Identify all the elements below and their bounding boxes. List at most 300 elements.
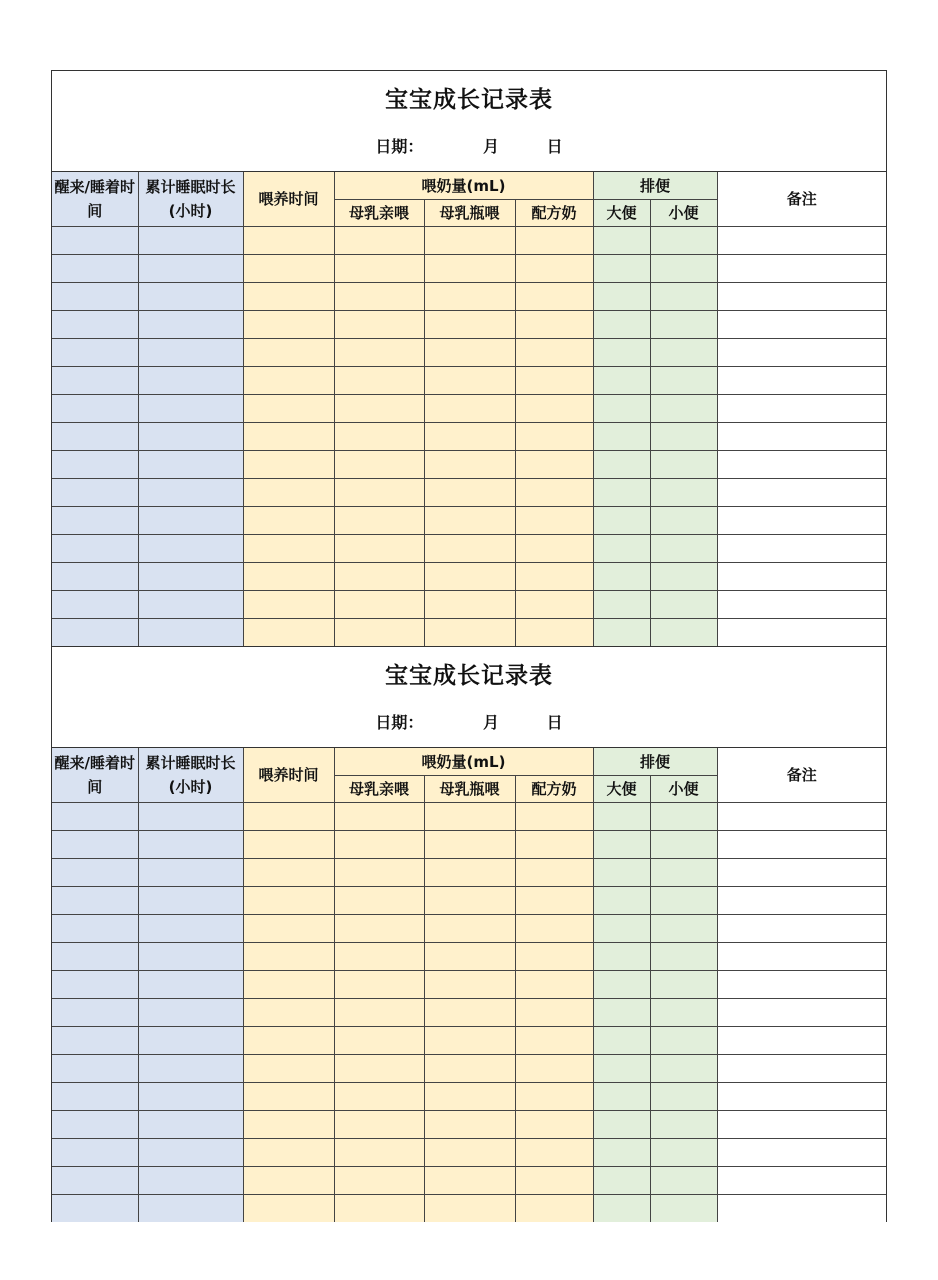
urine-cell[interactable]	[650, 227, 717, 255]
bottle-breast-cell[interactable]	[424, 1083, 515, 1111]
breastfeed-cell[interactable]	[334, 1083, 424, 1111]
stool-cell[interactable]	[593, 999, 650, 1027]
stool-cell[interactable]	[593, 451, 650, 479]
feed-time-cell[interactable]	[243, 451, 334, 479]
notes-cell[interactable]	[717, 999, 886, 1027]
formula-cell[interactable]	[515, 999, 593, 1027]
breastfeed-cell[interactable]	[334, 227, 424, 255]
breastfeed-cell[interactable]	[334, 339, 424, 367]
notes-cell[interactable]	[717, 859, 886, 887]
formula-cell[interactable]	[515, 395, 593, 423]
urine-cell[interactable]	[650, 943, 717, 971]
breastfeed-cell[interactable]	[334, 535, 424, 563]
feed-time-cell[interactable]	[243, 395, 334, 423]
urine-cell[interactable]	[650, 831, 717, 859]
notes-cell[interactable]	[717, 1167, 886, 1195]
urine-cell[interactable]	[650, 479, 717, 507]
urine-cell[interactable]	[650, 423, 717, 451]
header-formula: 配方奶	[515, 200, 593, 227]
title-block	[52, 647, 886, 748]
wake-sleep-cell[interactable]	[52, 227, 138, 255]
urine-cell[interactable]	[650, 563, 717, 591]
stool-cell[interactable]	[593, 1167, 650, 1195]
sleep-total-cell[interactable]	[138, 479, 243, 507]
notes-cell[interactable]	[717, 1055, 886, 1083]
stool-cell[interactable]	[593, 803, 650, 831]
urine-cell[interactable]	[650, 451, 717, 479]
header-wake-sleep: 醒来/睡着时间	[52, 172, 138, 227]
urine-cell[interactable]	[650, 395, 717, 423]
stool-cell[interactable]	[593, 1083, 650, 1111]
notes-cell[interactable]	[717, 479, 886, 507]
bottle-breast-cell[interactable]	[424, 395, 515, 423]
bottle-breast-cell[interactable]	[424, 1167, 515, 1195]
formula-cell[interactable]	[515, 1055, 593, 1083]
wake-sleep-cell[interactable]	[52, 451, 138, 479]
urine-cell[interactable]	[650, 1055, 717, 1083]
breastfeed-cell[interactable]	[334, 451, 424, 479]
bottle-breast-cell[interactable]	[424, 255, 515, 283]
stool-cell[interactable]	[593, 423, 650, 451]
stool-cell[interactable]	[593, 831, 650, 859]
formula-cell[interactable]	[515, 1167, 593, 1195]
notes-cell[interactable]	[717, 227, 886, 255]
formula-cell[interactable]	[515, 943, 593, 971]
stool-cell[interactable]	[593, 619, 650, 647]
breastfeed-cell[interactable]	[334, 507, 424, 535]
breastfeed-cell[interactable]	[334, 971, 424, 999]
breastfeed-cell[interactable]	[334, 1055, 424, 1083]
feed-time-cell[interactable]	[243, 311, 334, 339]
notes-cell[interactable]	[717, 971, 886, 999]
table-row	[52, 367, 886, 395]
sleep-total-cell[interactable]	[138, 563, 243, 591]
wake-sleep-cell[interactable]	[52, 971, 138, 999]
header-sleep-total: 累计睡眠时长(小时)	[138, 172, 243, 227]
stool-cell[interactable]	[593, 311, 650, 339]
bottle-breast-cell[interactable]	[424, 1195, 515, 1223]
sleep-total-cell[interactable]	[138, 1055, 243, 1083]
wake-sleep-cell[interactable]	[52, 255, 138, 283]
sheet-title: 宝宝成长记录表	[385, 663, 553, 689]
feed-time-cell[interactable]	[243, 831, 334, 859]
bottle-breast-cell[interactable]	[424, 479, 515, 507]
urine-cell[interactable]	[650, 591, 717, 619]
table-row	[52, 423, 886, 451]
notes-cell[interactable]	[717, 451, 886, 479]
feed-time-cell[interactable]	[243, 971, 334, 999]
sleep-total-cell[interactable]	[138, 803, 243, 831]
wake-sleep-cell[interactable]	[52, 1055, 138, 1083]
formula-cell[interactable]	[515, 1027, 593, 1055]
bottle-breast-cell[interactable]	[424, 311, 515, 339]
urine-cell[interactable]	[650, 1167, 717, 1195]
breastfeed-cell[interactable]	[334, 479, 424, 507]
notes-cell[interactable]	[717, 507, 886, 535]
notes-cell[interactable]	[717, 1111, 886, 1139]
feed-time-cell[interactable]	[243, 1167, 334, 1195]
formula-cell[interactable]	[515, 619, 593, 647]
table-row	[52, 1055, 886, 1083]
notes-cell[interactable]	[717, 423, 886, 451]
stool-cell[interactable]	[593, 1139, 650, 1167]
stool-cell[interactable]	[593, 1111, 650, 1139]
urine-cell[interactable]	[650, 535, 717, 563]
bottle-breast-cell[interactable]	[424, 367, 515, 395]
table-row	[52, 535, 886, 563]
wake-sleep-cell[interactable]	[52, 619, 138, 647]
feed-time-cell[interactable]	[243, 803, 334, 831]
breastfeed-cell[interactable]	[334, 943, 424, 971]
bottle-breast-cell[interactable]	[424, 1055, 515, 1083]
wake-sleep-cell[interactable]	[52, 563, 138, 591]
bottle-breast-cell[interactable]	[424, 1027, 515, 1055]
wake-sleep-cell[interactable]	[52, 803, 138, 831]
breastfeed-cell[interactable]	[334, 423, 424, 451]
feed-time-cell[interactable]	[243, 915, 334, 943]
formula-cell[interactable]	[515, 1139, 593, 1167]
formula-cell[interactable]	[515, 1111, 593, 1139]
urine-cell[interactable]	[650, 1139, 717, 1167]
urine-cell[interactable]	[650, 619, 717, 647]
notes-cell[interactable]	[717, 831, 886, 859]
wake-sleep-cell[interactable]	[52, 591, 138, 619]
feed-time-cell[interactable]	[243, 1083, 334, 1111]
sleep-total-cell[interactable]	[138, 255, 243, 283]
notes-cell[interactable]	[717, 563, 886, 591]
sleep-total-cell[interactable]	[138, 1195, 243, 1223]
stool-cell[interactable]	[593, 507, 650, 535]
feed-time-cell[interactable]	[243, 227, 334, 255]
table-row	[52, 1195, 886, 1223]
notes-cell[interactable]	[717, 339, 886, 367]
sleep-total-cell[interactable]	[138, 311, 243, 339]
notes-cell[interactable]	[717, 283, 886, 311]
stool-cell[interactable]	[593, 479, 650, 507]
wake-sleep-cell[interactable]	[52, 1167, 138, 1195]
breastfeed-cell[interactable]	[334, 619, 424, 647]
urine-cell[interactable]	[650, 367, 717, 395]
bottle-breast-cell[interactable]	[424, 943, 515, 971]
bottle-breast-cell[interactable]	[424, 535, 515, 563]
breastfeed-cell[interactable]	[334, 311, 424, 339]
stool-cell[interactable]	[593, 535, 650, 563]
sleep-total-cell[interactable]	[138, 591, 243, 619]
wake-sleep-cell[interactable]	[52, 1195, 138, 1223]
bottle-breast-cell[interactable]	[424, 339, 515, 367]
table-row	[52, 1139, 886, 1167]
urine-cell[interactable]	[650, 311, 717, 339]
header-milk-group: 喂奶量(mL)	[334, 748, 593, 776]
feed-time-cell[interactable]	[243, 367, 334, 395]
stool-cell[interactable]	[593, 887, 650, 915]
wake-sleep-cell[interactable]	[52, 1027, 138, 1055]
formula-cell[interactable]	[515, 887, 593, 915]
wake-sleep-cell[interactable]	[52, 423, 138, 451]
feed-time-cell[interactable]	[243, 619, 334, 647]
wake-sleep-cell[interactable]	[52, 395, 138, 423]
sleep-total-cell[interactable]	[138, 227, 243, 255]
formula-cell[interactable]	[515, 859, 593, 887]
urine-cell[interactable]	[650, 803, 717, 831]
urine-cell[interactable]	[650, 1111, 717, 1139]
formula-cell[interactable]	[515, 367, 593, 395]
feed-time-cell[interactable]	[243, 255, 334, 283]
formula-cell[interactable]	[515, 915, 593, 943]
feed-time-cell[interactable]	[243, 535, 334, 563]
bottle-breast-cell[interactable]	[424, 859, 515, 887]
sleep-total-cell[interactable]	[138, 619, 243, 647]
urine-cell[interactable]	[650, 255, 717, 283]
stool-cell[interactable]	[593, 339, 650, 367]
formula-cell[interactable]	[515, 339, 593, 367]
urine-cell[interactable]	[650, 915, 717, 943]
feed-time-cell[interactable]	[243, 591, 334, 619]
formula-cell[interactable]	[515, 535, 593, 563]
breastfeed-cell[interactable]	[334, 831, 424, 859]
formula-cell[interactable]	[515, 831, 593, 859]
table-row	[52, 479, 886, 507]
urine-cell[interactable]	[650, 339, 717, 367]
record-sheet-2	[51, 646, 887, 1222]
sleep-total-cell[interactable]	[138, 507, 243, 535]
formula-cell[interactable]	[515, 227, 593, 255]
wake-sleep-cell[interactable]	[52, 1139, 138, 1167]
wake-sleep-cell[interactable]	[52, 859, 138, 887]
notes-cell[interactable]	[717, 1027, 886, 1055]
breastfeed-cell[interactable]	[334, 1195, 424, 1223]
table-row	[52, 395, 886, 423]
feed-time-cell[interactable]	[243, 507, 334, 535]
bottle-breast-cell[interactable]	[424, 915, 515, 943]
formula-cell[interactable]	[515, 255, 593, 283]
header-notes: 备注	[717, 172, 886, 227]
sleep-total-cell[interactable]	[138, 831, 243, 859]
formula-cell[interactable]	[515, 591, 593, 619]
header-wake-sleep: 醒来/睡着时间	[52, 748, 138, 803]
sleep-total-cell[interactable]	[138, 451, 243, 479]
bottle-breast-cell[interactable]	[424, 283, 515, 311]
table-row	[52, 563, 886, 591]
bottle-breast-cell[interactable]	[424, 1139, 515, 1167]
bottle-breast-cell[interactable]	[424, 423, 515, 451]
notes-cell[interactable]	[717, 1195, 886, 1223]
feed-time-cell[interactable]	[243, 423, 334, 451]
bottle-breast-cell[interactable]	[424, 887, 515, 915]
wake-sleep-cell[interactable]	[52, 339, 138, 367]
bottle-breast-cell[interactable]	[424, 831, 515, 859]
formula-cell[interactable]	[515, 1195, 593, 1223]
urine-cell[interactable]	[650, 283, 717, 311]
sleep-total-cell[interactable]	[138, 535, 243, 563]
breastfeed-cell[interactable]	[334, 1167, 424, 1195]
sleep-total-cell[interactable]	[138, 1083, 243, 1111]
wake-sleep-cell[interactable]	[52, 507, 138, 535]
urine-cell[interactable]	[650, 859, 717, 887]
bottle-breast-cell[interactable]	[424, 591, 515, 619]
wake-sleep-cell[interactable]	[52, 999, 138, 1027]
bottle-breast-cell[interactable]	[424, 999, 515, 1027]
breastfeed-cell[interactable]	[334, 367, 424, 395]
table-row	[52, 1027, 886, 1055]
sleep-total-cell[interactable]	[138, 1167, 243, 1195]
formula-cell[interactable]	[515, 423, 593, 451]
notes-cell[interactable]	[717, 395, 886, 423]
breastfeed-cell[interactable]	[334, 591, 424, 619]
stool-cell[interactable]	[593, 227, 650, 255]
wake-sleep-cell[interactable]	[52, 535, 138, 563]
sleep-total-cell[interactable]	[138, 395, 243, 423]
bottle-breast-cell[interactable]	[424, 227, 515, 255]
feed-time-cell[interactable]	[243, 943, 334, 971]
stool-cell[interactable]	[593, 367, 650, 395]
date-label: 日期：	[375, 713, 424, 732]
formula-cell[interactable]	[515, 451, 593, 479]
formula-cell[interactable]	[515, 803, 593, 831]
stool-cell[interactable]	[593, 1195, 650, 1223]
urine-cell[interactable]	[650, 1027, 717, 1055]
urine-cell[interactable]	[650, 1083, 717, 1111]
wake-sleep-cell[interactable]	[52, 311, 138, 339]
sleep-total-cell[interactable]	[138, 971, 243, 999]
feed-time-cell[interactable]	[243, 1055, 334, 1083]
feed-time-cell[interactable]	[243, 859, 334, 887]
breastfeed-cell[interactable]	[334, 915, 424, 943]
notes-cell[interactable]	[717, 311, 886, 339]
sleep-total-cell[interactable]	[138, 423, 243, 451]
notes-cell[interactable]	[717, 367, 886, 395]
stool-cell[interactable]	[593, 255, 650, 283]
notes-cell[interactable]	[717, 803, 886, 831]
bottle-breast-cell[interactable]	[424, 1111, 515, 1139]
sleep-total-cell[interactable]	[138, 283, 243, 311]
bottle-breast-cell[interactable]	[424, 507, 515, 535]
breastfeed-cell[interactable]	[334, 859, 424, 887]
breastfeed-cell[interactable]	[334, 803, 424, 831]
sleep-total-cell[interactable]	[138, 1111, 243, 1139]
feed-time-cell[interactable]	[243, 1111, 334, 1139]
notes-cell[interactable]	[717, 887, 886, 915]
formula-cell[interactable]	[515, 971, 593, 999]
stool-cell[interactable]	[593, 283, 650, 311]
urine-cell[interactable]	[650, 971, 717, 999]
header-bottle-breast: 母乳瓶喂	[424, 776, 515, 803]
breastfeed-cell[interactable]	[334, 887, 424, 915]
formula-cell[interactable]	[515, 563, 593, 591]
stool-cell[interactable]	[593, 395, 650, 423]
wake-sleep-cell[interactable]	[52, 367, 138, 395]
breastfeed-cell[interactable]	[334, 563, 424, 591]
notes-cell[interactable]	[717, 943, 886, 971]
formula-cell[interactable]	[515, 283, 593, 311]
feed-time-cell[interactable]	[243, 1139, 334, 1167]
wake-sleep-cell[interactable]	[52, 943, 138, 971]
feed-time-cell[interactable]	[243, 339, 334, 367]
wake-sleep-cell[interactable]	[52, 283, 138, 311]
urine-cell[interactable]	[650, 507, 717, 535]
breastfeed-cell[interactable]	[334, 1111, 424, 1139]
sleep-total-cell[interactable]	[138, 999, 243, 1027]
breastfeed-cell[interactable]	[334, 1027, 424, 1055]
feed-time-cell[interactable]	[243, 1195, 334, 1223]
notes-cell[interactable]	[717, 915, 886, 943]
header-breastfeed: 母乳亲喂	[334, 776, 424, 803]
urine-cell[interactable]	[650, 1195, 717, 1223]
table-row	[52, 339, 886, 367]
sleep-total-cell[interactable]	[138, 859, 243, 887]
wake-sleep-cell[interactable]	[52, 1083, 138, 1111]
notes-cell[interactable]	[717, 1139, 886, 1167]
notes-cell[interactable]	[717, 591, 886, 619]
feed-time-cell[interactable]	[243, 1027, 334, 1055]
sleep-total-cell[interactable]	[138, 367, 243, 395]
feed-time-cell[interactable]	[243, 563, 334, 591]
header-excretion-group: 排便	[593, 748, 717, 776]
feed-time-cell[interactable]	[243, 283, 334, 311]
stool-cell[interactable]	[593, 1055, 650, 1083]
stool-cell[interactable]	[593, 915, 650, 943]
wake-sleep-cell[interactable]	[52, 915, 138, 943]
breastfeed-cell[interactable]	[334, 283, 424, 311]
sleep-total-cell[interactable]	[138, 1027, 243, 1055]
bottle-breast-cell[interactable]	[424, 563, 515, 591]
formula-cell[interactable]	[515, 1083, 593, 1111]
date-line	[52, 134, 886, 157]
sleep-total-cell[interactable]	[138, 915, 243, 943]
breastfeed-cell[interactable]	[334, 1139, 424, 1167]
urine-cell[interactable]	[650, 999, 717, 1027]
urine-cell[interactable]	[650, 887, 717, 915]
stool-cell[interactable]	[593, 971, 650, 999]
breastfeed-cell[interactable]	[334, 999, 424, 1027]
sleep-total-cell[interactable]	[138, 887, 243, 915]
feed-time-cell[interactable]	[243, 887, 334, 915]
wake-sleep-cell[interactable]	[52, 831, 138, 859]
sleep-total-cell[interactable]	[138, 339, 243, 367]
sleep-total-cell[interactable]	[138, 1139, 243, 1167]
stool-cell[interactable]	[593, 1027, 650, 1055]
bottle-breast-cell[interactable]	[424, 971, 515, 999]
sleep-total-cell[interactable]	[138, 943, 243, 971]
stool-cell[interactable]	[593, 591, 650, 619]
wake-sleep-cell[interactable]	[52, 479, 138, 507]
wake-sleep-cell[interactable]	[52, 1111, 138, 1139]
stool-cell[interactable]	[593, 943, 650, 971]
wake-sleep-cell[interactable]	[52, 887, 138, 915]
breastfeed-cell[interactable]	[334, 395, 424, 423]
feed-time-cell[interactable]	[243, 999, 334, 1027]
notes-cell[interactable]	[717, 619, 886, 647]
header-feed-time: 喂养时间	[243, 172, 334, 227]
formula-cell[interactable]	[515, 311, 593, 339]
formula-cell[interactable]	[515, 507, 593, 535]
table-row	[52, 831, 886, 859]
bottle-breast-cell[interactable]	[424, 803, 515, 831]
bottle-breast-cell[interactable]	[424, 451, 515, 479]
notes-cell[interactable]	[717, 535, 886, 563]
bottle-breast-cell[interactable]	[424, 619, 515, 647]
formula-cell[interactable]	[515, 479, 593, 507]
table-row	[52, 283, 886, 311]
stool-cell[interactable]	[593, 859, 650, 887]
header-feed-time: 喂养时间	[243, 748, 334, 803]
feed-time-cell[interactable]	[243, 479, 334, 507]
stool-cell[interactable]	[593, 563, 650, 591]
notes-cell[interactable]	[717, 1083, 886, 1111]
notes-cell[interactable]	[717, 255, 886, 283]
header-urine: 小便	[650, 776, 717, 803]
breastfeed-cell[interactable]	[334, 255, 424, 283]
